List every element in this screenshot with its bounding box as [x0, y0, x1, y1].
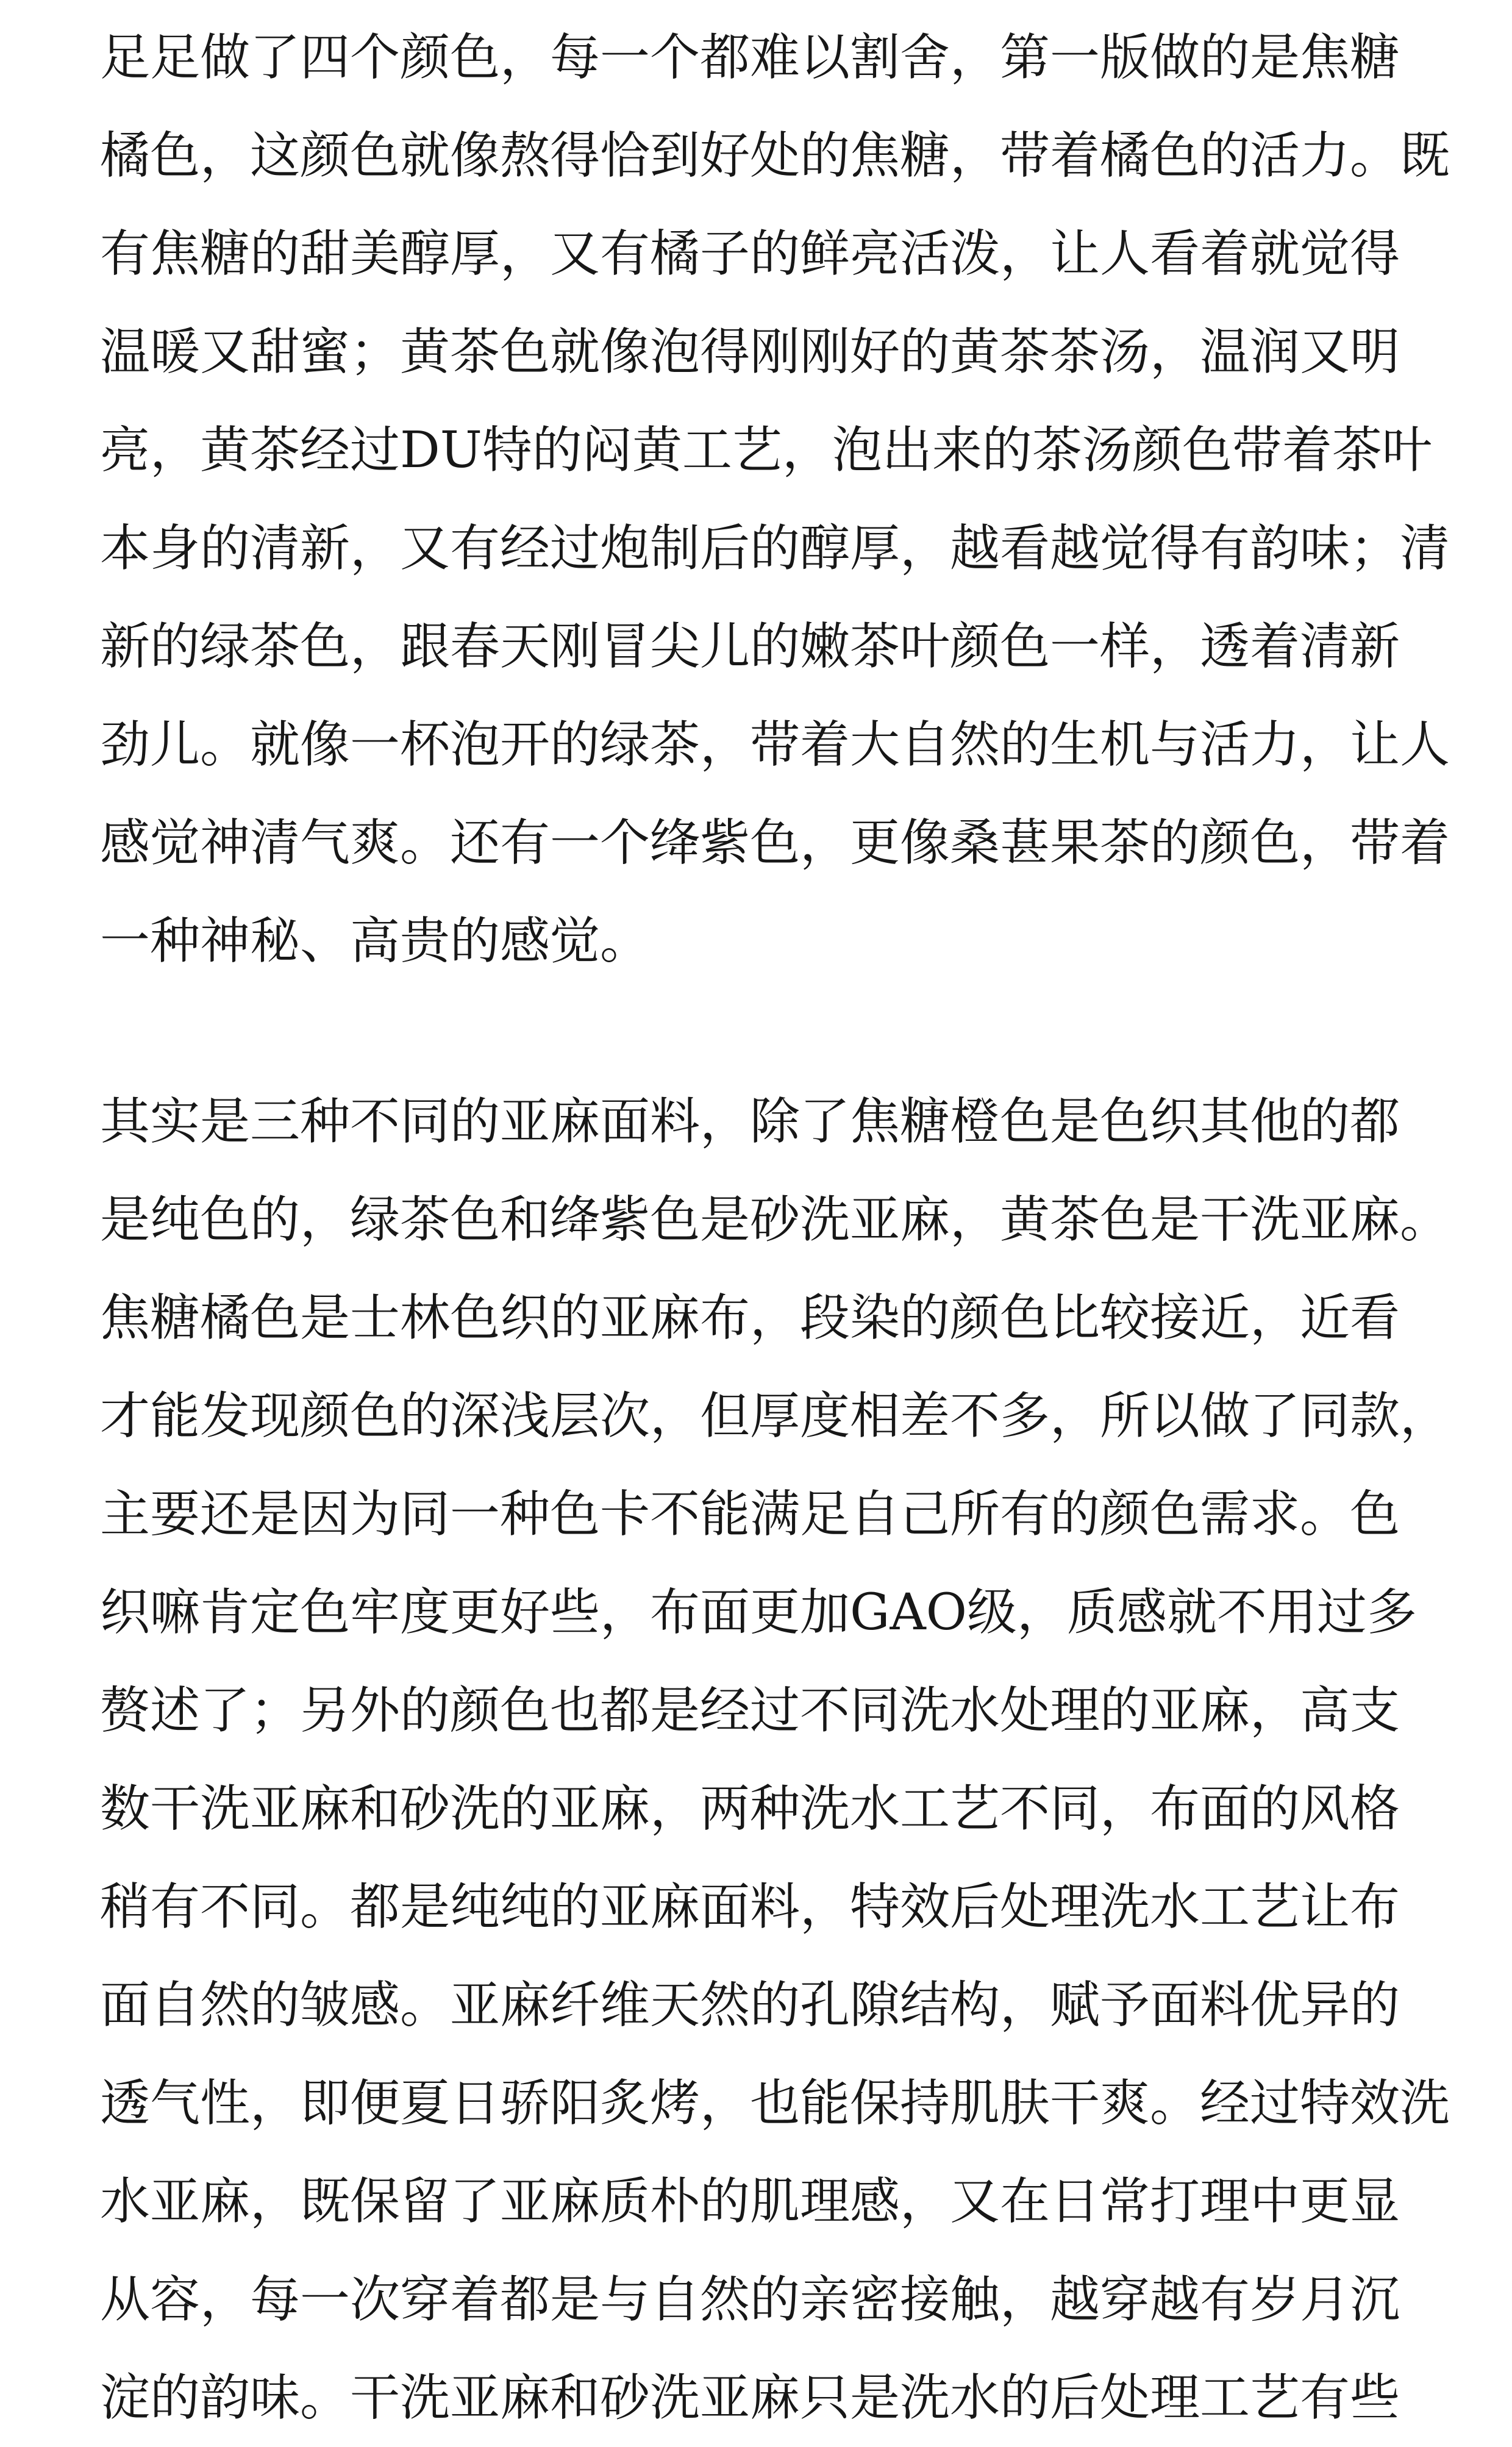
text-line: 一种神秘、高贵的感觉。 — [100, 912, 651, 970]
text-line: 感觉神清气爽。还有一个绛紫色，更像桑葚果茶的颜色，带着 — [100, 814, 1450, 872]
text-line: 淀的韵味。干洗亚麻和砂洗亚麻只是洗水的后处理工艺有些 — [100, 2369, 1400, 2427]
text-line: 主要还是因为同一种色卡不能满足自己所有的颜色需求。色 — [100, 1485, 1400, 1543]
text-line: 本身的清新，又有经过炮制后的醇厚，越看越觉得有韵味；清 — [100, 520, 1450, 577]
text-line: 其实是三种不同的亚麻面料，除了焦糖橙色是色织其他的都 — [100, 1093, 1400, 1151]
text-line: 稍有不同。都是纯纯的亚麻面料，特效后处理洗水工艺让布 — [100, 1878, 1400, 1936]
text-line: 新的绿茶色，跟春天刚冒尖儿的嫩茶叶颜色一样，透着清新 — [100, 618, 1400, 676]
text-line: 温暖又甜蜜；黄茶色就像泡得刚刚好的黄茶茶汤，温润又明 — [100, 323, 1400, 381]
text-line: 焦糖橘色是士林色织的亚麻布，段染的颜色比较接近，近看 — [100, 1289, 1400, 1347]
text-line: 橘色，这颜色就像熬得恰到好处的焦糖，带着橘色的活力。既 — [100, 127, 1450, 185]
text-line: 从容，每一次穿着都是与自然的亲密接触，越穿越有岁月沉 — [100, 2271, 1400, 2329]
text-line: 有焦糖的甜美醇厚，又有橘子的鲜亮活泼，让人看着就觉得 — [100, 225, 1400, 283]
text-line: 是纯色的，绿茶色和绛紫色是砂洗亚麻，黄茶色是干洗亚麻。 — [100, 1191, 1450, 1249]
text-line: 水亚麻，既保留了亚麻质朴的肌理感，又在日常打理中更显 — [100, 2173, 1400, 2231]
text-line: 面自然的皱感。亚麻纤维天然的孔隙结构，赋予面料优异的 — [100, 1976, 1400, 2034]
text-line: 亮，黄茶经过DU特的闷黄工艺，泡出来的茶汤颜色带着茶叶 — [100, 421, 1432, 479]
text-line: 赘述了；另外的颜色也都是经过不同洗水处理的亚麻，高支 — [100, 1682, 1400, 1740]
text-line: 才能发现颜色的深浅层次，但厚度相差不多，所以做了同款， — [100, 1387, 1450, 1445]
text-line: 足足做了四个颜色，每一个都难以割舍，第一版做的是焦糖 — [100, 29, 1400, 87]
paragraph-color-description — [100, 9, 1450, 990]
text-line: 透气性，即便夏日骄阳炙烤，也能保持肌肤干爽。经过特效洗 — [100, 2074, 1450, 2132]
text-line: 数干洗亚麻和砂洗的亚麻，两种洗水工艺不同，布面的风格 — [100, 1780, 1400, 1838]
text-line: 劲儿。就像一杯泡开的绿茶，带着大自然的生机与活力，让人 — [100, 716, 1450, 774]
text-line: 织嘛肯定色牢度更好些，布面更加GAO级，质感就不用过多 — [100, 1584, 1417, 1641]
paragraph-fabric-description — [100, 1073, 1450, 2447]
article-body — [100, 9, 1450, 2447]
